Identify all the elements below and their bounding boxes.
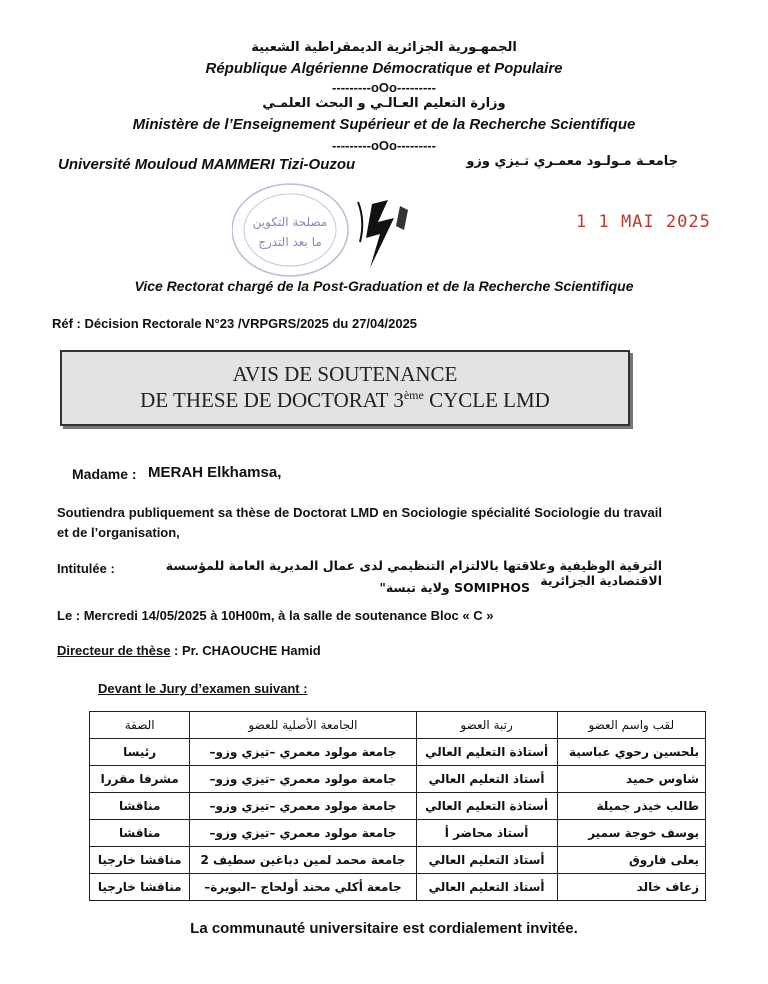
header-rank: رتبة العضو [416, 712, 557, 739]
jury-member-role: مناقشا خارجيا [90, 847, 190, 874]
jury-table [89, 711, 706, 901]
french-university-name: Université Mouloud MAMMERI Tizi-Ouzou [58, 156, 356, 173]
university-stamp [232, 182, 412, 292]
jury-member-name: بلحسين رحوي عباسية [557, 739, 705, 766]
jury-member-rank: أستاذ التعليم العالي [416, 874, 557, 901]
table-row [90, 847, 706, 874]
notice-title-line1: AVIS DE SOUTENANCE [232, 362, 458, 386]
arabic-ministry-heading: وزارة التعليم العـالـي و البحث العلمـي [262, 96, 506, 111]
jury-member-name: يعلى فاروق [557, 847, 705, 874]
jury-member-role: مناقشا [90, 820, 190, 847]
jury-member-university: جامعة محمد لمين دباغين سطيف 2 [190, 847, 416, 874]
invitation-line: La communauté universitaire est cordialement invitée. [190, 920, 578, 937]
jury-table-header [90, 712, 706, 739]
jury-member-role: رئيسا [90, 739, 190, 766]
jury-member-rank: أستاذ التعليم العالي [416, 847, 557, 874]
jury-member-role: مشرفا مقررا [90, 766, 190, 793]
title-line2-sup: ème [403, 388, 424, 402]
stamp-line2: ما بعد التدرج [258, 235, 322, 249]
thesis-director [57, 643, 321, 658]
stamp-seal-icon [232, 182, 412, 292]
thesis-description: Soutiendra publiquement sa thèse de Doctorat LMD en Sociologie spécialité Sociologie du travail et de l’organisation, [57, 505, 662, 540]
jury-member-rank: أستاذة التعليم العالي [416, 739, 557, 766]
jury-member-rank: أستاذة التعليم العالي [416, 793, 557, 820]
table-row [90, 874, 706, 901]
table-row [90, 739, 706, 766]
vice-rectorat-heading: Vice Rectorat chargé de la Post-Graduation et de la Recherche Scientifique [134, 278, 634, 294]
date-stamp: 1 1 MAI 2025 [576, 212, 711, 232]
table-row [90, 793, 706, 820]
jury-member-university: جامعة أكلي محند أولحاج –البويرة– [190, 874, 416, 901]
header-name: لقب واسم العضو [557, 712, 705, 739]
thesis-title-label: Intitulée : [57, 561, 115, 576]
jury-member-name: زعاف خالد [557, 874, 705, 901]
jury-member-university: جامعة مولود معمري –تيزي وزو– [190, 820, 416, 847]
table-row [90, 820, 706, 847]
jury-member-name: طالب خيذر جميلة [557, 793, 705, 820]
title-line2-suffix: CYCLE LMD [423, 388, 550, 412]
jury-label: Devant le Jury d’examen suivant : [98, 681, 308, 696]
reference-line: Réf : Décision Rectorale N°23 /VRPGRS/2025 du 27/04/2025 [52, 316, 418, 331]
table-row [90, 766, 706, 793]
candidate-label: Madame : [72, 466, 137, 482]
notice-title-line2 [62, 388, 628, 413]
candidate-name: MERAH Elkhamsa, [148, 464, 282, 481]
title-line2-prefix: DE THESE DE DOCTORAT 3 [140, 388, 404, 412]
director-value: : Pr. CHAOUCHE Hamid [170, 643, 321, 658]
header-role: الصفة [90, 712, 190, 739]
separator: ---------oOo--------- [332, 80, 436, 95]
thesis-title-line1: الترقية الوظيفية وعلاقتها بالالتزام التنظيمي لدى عمال المديرية العامة للمؤسسة الاقتصادية الجزائرية [165, 558, 662, 588]
defense-date-line: Le : Mercredi 14/05/2025 à 10H00m, à la salle de soutenance Bloc « C » [57, 608, 494, 623]
jury-member-role: مناقشا [90, 793, 190, 820]
french-republic-heading: République Algérienne Démocratique et Populaire [205, 60, 563, 77]
header-university: الجامعة الأصلية للعضو [190, 712, 416, 739]
jury-member-rank: أستاذ التعليم العالي [416, 766, 557, 793]
notice-title-box [60, 350, 630, 426]
french-ministry-heading: Ministère de l’Enseignement Supérieur et de la Recherche Scientifique [132, 116, 636, 133]
jury-member-university: جامعة مولود معمري –تيزي وزو– [190, 739, 416, 766]
jury-member-university: جامعة مولود معمري –تيزي وزو– [190, 766, 416, 793]
arabic-university-name: جامعـة مـولـود معمـري تـيزي وزو [466, 154, 678, 169]
jury-member-rank: أستاذ محاضر أ [416, 820, 557, 847]
separator: ---------oOo--------- [332, 138, 436, 153]
thesis-title-line2: SOMIPHOS ولاية تبسة" [379, 580, 530, 595]
director-label: Directeur de thèse [57, 643, 171, 658]
jury-member-name: يوسف خوجة سمير [557, 820, 705, 847]
jury-member-role: مناقشا خارجيا [90, 874, 190, 901]
jury-member-name: شاوس حميد [557, 766, 705, 793]
jury-member-university: جامعة مولود معمري –تيزي وزو– [190, 793, 416, 820]
arabic-republic-heading: الجمهـورية الجزائرية الديمقراطية الشعبية [251, 40, 517, 55]
stamp-line1: مصلحة التكوين [252, 215, 328, 229]
